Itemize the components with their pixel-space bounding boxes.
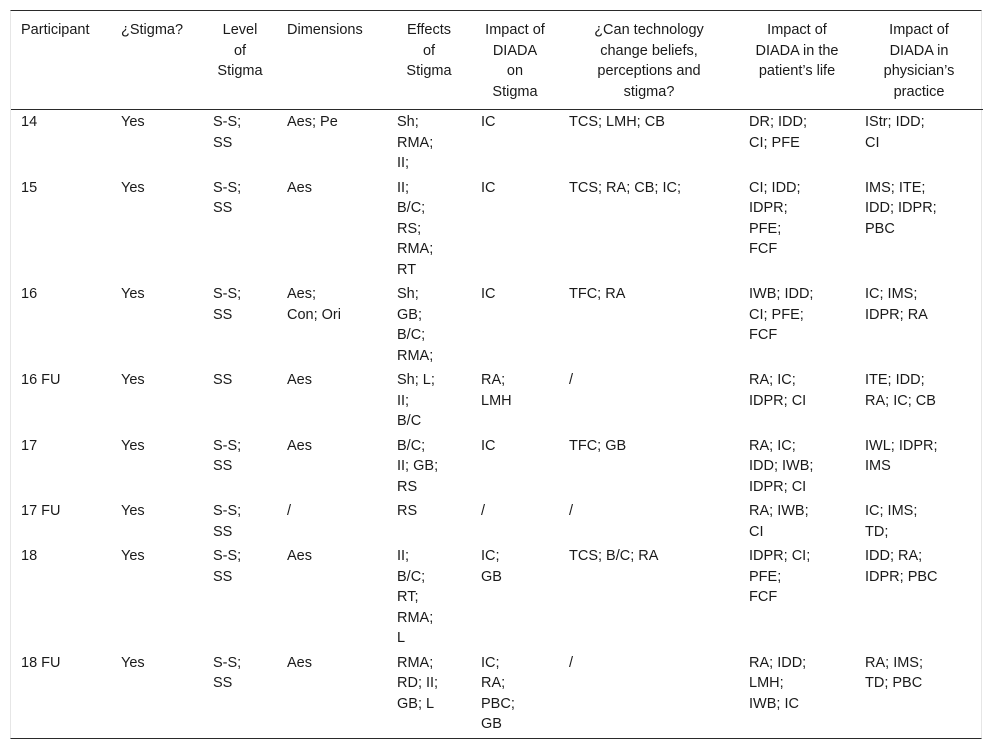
cell-line: IDPR; [749,200,788,216]
cell-line: FCF [749,327,778,343]
cell-dimensions [277,110,387,176]
header-line: DIADA in the [755,42,839,59]
cell-participant [11,651,111,737]
table-row [11,282,983,368]
cell-line: IStr; IDD; [865,114,925,130]
cell-line: II; GB; [397,458,439,474]
cell-line: IC; IMS; [865,286,918,302]
cell-line: 16 [21,286,38,302]
cell-stigma [111,176,203,283]
header-line: change beliefs, [600,42,698,59]
cell-dimensions [277,176,387,283]
header-line: DIADA [492,42,538,59]
cell-impact-physician-practice [855,499,983,544]
cell-impact-physician-practice [855,544,983,651]
cell-impact-physician-practice [855,282,983,368]
cell-impact-patient-life [739,499,855,544]
cell-line: IWB; IDD; [749,286,814,302]
cell-line: IDPR; PBC [865,568,938,585]
table-row [11,176,983,283]
cell-impact-patient-life [739,651,855,737]
cell-line: Yes [121,548,145,564]
cell-line: II; [397,155,410,171]
cell-line: TCS; RA; CB; IC; [569,179,681,196]
cell-line: RT; [397,589,419,605]
cell-line: IDPR; CI [749,478,807,495]
header-line: Impact of [889,22,949,38]
cell-impact-patient-life [739,544,855,651]
cell-line: 14 [21,114,38,130]
cell-level-of-stigma [203,434,277,500]
cell-line: RA; IWB; [749,503,809,519]
cell-line: SS [213,675,233,691]
cell-line: LMH [481,392,512,409]
cell-effects-of-stigma [387,176,471,283]
header-row [11,11,983,110]
cell-line: / [287,503,292,519]
cell-line: TCS; LMH; CB [569,114,665,130]
cell-line: RMA; [397,134,434,151]
cell-can-technology-change [559,368,739,434]
cell-line: B/C; [397,327,426,343]
cell-effects-of-stigma [387,651,471,737]
cell-line: PFE; [749,220,782,237]
header-stigma [111,11,203,110]
header-line: on [506,63,524,79]
header-line: Stigma [406,63,452,79]
cell-line: RMA; [397,609,434,626]
cell-line: / [481,503,486,519]
cell-line: CI; IDD; [749,179,801,196]
cell-stigma [111,282,203,368]
cell-line: GB; L [397,695,435,712]
cell-stigma [111,434,203,500]
header-line: Dimensions [287,22,363,38]
cell-line: IC; [481,654,500,671]
cell-line: RS [397,503,418,519]
cell-line: Yes [121,372,145,388]
cell-impact-patient-life [739,110,855,176]
cell-line: / [569,654,574,671]
cell-line: CI [865,134,880,151]
cell-line: S-S; [213,503,242,519]
header-line: Impact of [485,22,545,38]
cell-can-technology-change [559,651,739,737]
table-row [11,544,983,651]
cell-line: 17 [21,437,38,454]
cell-impact-physician-practice [855,434,983,500]
cell-level-of-stigma [203,176,277,283]
cell-can-technology-change [559,110,739,176]
cell-line: CI; PFE; [749,306,804,323]
cell-line: CI [749,523,764,540]
results-table [11,11,983,737]
cell-line: LMH; [749,675,784,691]
cell-impact-patient-life [739,368,855,434]
cell-line: L [397,630,406,646]
cell-level-of-stigma [203,110,277,176]
cell-line: B/C [397,413,422,429]
cell-level-of-stigma [203,499,277,544]
cell-line: Sh; [397,286,419,302]
cell-participant [11,434,111,500]
cell-line: RT [397,261,417,278]
cell-line: RA; IC; CB [865,392,936,409]
cell-line: S-S; [213,654,242,671]
cell-line: IC [481,179,496,196]
cell-effects-of-stigma [387,544,471,651]
cell-line: Yes [121,114,145,130]
cell-impact-physician-practice [855,651,983,737]
cell-impact-on-stigma [471,110,559,176]
header-line: stigma? [623,83,675,100]
cell-line: Aes [287,548,312,564]
cell-line: RMA; [397,347,434,364]
cell-effects-of-stigma [387,110,471,176]
cell-stigma [111,499,203,544]
cell-impact-on-stigma [471,544,559,651]
cell-line: / [569,372,574,388]
header-line: of [422,42,436,59]
header-level-of-stigma [203,11,277,110]
cell-line: Yes [121,286,145,302]
header-line: of [233,42,247,59]
cell-line: IMS; ITE; [865,179,926,196]
header-line: Impact of [767,22,827,38]
cell-line: S-S; [213,548,242,564]
cell-impact-on-stigma [471,499,559,544]
cell-line: Aes [287,372,312,388]
cell-line: Aes [287,179,312,196]
cell-line: TFC; RA [569,286,626,302]
header-line: DIADA in [889,42,949,59]
cell-stigma [111,368,203,434]
cell-line: SS [213,523,233,540]
cell-line: RMA; [397,241,434,257]
cell-line: IDD; IWB; [749,458,814,474]
header-line: Stigma [492,83,538,100]
cell-line: FCF [749,241,778,257]
cell-line: FCF [749,589,778,605]
cell-line: IDPR; CI; [749,548,811,564]
table-row [11,110,983,176]
cell-line: RA; [481,675,506,691]
header-line: practice [893,83,945,100]
cell-line: Yes [121,654,145,671]
cell-dimensions [277,544,387,651]
cell-line: TCS; B/C; RA [569,548,659,564]
cell-line: 15 [21,179,38,196]
cell-line: GB [481,568,502,585]
cell-line: S-S; [213,179,242,196]
cell-line: PBC; [481,695,515,712]
header-line: patient’s life [758,63,836,79]
cell-line: Aes; Pe [287,114,338,130]
cell-impact-physician-practice [855,176,983,283]
cell-can-technology-change [559,434,739,500]
cell-participant [11,544,111,651]
cell-line: CI; PFE [749,134,800,151]
cell-line: Sh; [397,114,419,130]
cell-stigma [111,651,203,737]
cell-dimensions [277,368,387,434]
cell-line: RA; IC; [749,372,796,388]
cell-line: IMS [865,458,891,474]
cell-participant [11,368,111,434]
cell-effects-of-stigma [387,499,471,544]
cell-impact-on-stigma [471,434,559,500]
cell-line: B/C; [397,200,426,216]
cell-line: IC [481,437,496,454]
header-line: perceptions and [597,63,701,79]
header-impact-patient-life [739,11,855,110]
cell-line: 17 FU [21,503,61,519]
cell-line: SS [213,134,233,151]
cell-line: IWL; IDPR; [865,437,938,454]
cell-line: RS; [397,220,422,237]
cell-level-of-stigma [203,282,277,368]
cell-line: II; [397,179,410,196]
cell-line: S-S; [213,286,242,302]
cell-line: Yes [121,503,145,519]
header-line: physician’s [883,63,955,79]
cell-can-technology-change [559,176,739,283]
cell-line: Aes [287,437,312,454]
cell-impact-on-stigma [471,176,559,283]
cell-line: SS [213,306,233,323]
cell-line: IC; IMS; [865,503,918,519]
cell-line: IC [481,114,496,130]
cell-line: Aes [287,654,312,671]
cell-line: RMA; [397,654,434,671]
cell-line: IDD; RA; [865,548,923,564]
cell-stigma [111,110,203,176]
cell-impact-physician-practice [855,368,983,434]
header-dimensions [277,11,387,110]
cell-line: Yes [121,437,145,454]
cell-line: ITE; IDD; [865,372,925,388]
cell-line: Con; Ori [287,306,341,323]
cell-line: RA; IC; [749,437,796,454]
cell-level-of-stigma [203,651,277,737]
header-line: Level [222,22,258,38]
cell-line: B/C; [397,437,426,454]
cell-line: Aes; [287,286,317,302]
cell-participant [11,176,111,283]
cell-stigma [111,544,203,651]
cell-can-technology-change [559,282,739,368]
cell-line: IDPR; CI [749,392,807,409]
cell-line: RD; II; [397,675,439,691]
cell-participant [11,110,111,176]
cell-line: 18 [21,548,38,564]
cell-line: RA; IMS; [865,654,924,671]
cell-participant [11,282,111,368]
cell-line: IDPR; RA [865,306,928,323]
cell-line: RA; [481,372,506,388]
cell-level-of-stigma [203,368,277,434]
cell-effects-of-stigma [387,434,471,500]
cell-line: Sh; L; [397,372,435,388]
cell-impact-on-stigma [471,368,559,434]
header-line: Stigma [217,63,263,79]
table-header [11,11,983,110]
cell-dimensions [277,499,387,544]
table-row [11,368,983,434]
cell-line: IWB; IC [749,695,799,712]
cell-line: Yes [121,179,145,196]
header-can-technology-change [559,11,739,110]
cell-line: SS [213,200,233,216]
cell-line: 18 FU [21,654,61,671]
cell-line: TD; [865,523,889,540]
cell-impact-patient-life [739,282,855,368]
cell-line: SS [213,372,233,388]
cell-line: II; [397,392,410,409]
header-impact-on-stigma [471,11,559,110]
table-row [11,651,983,737]
cell-can-technology-change [559,544,739,651]
cell-can-technology-change [559,499,739,544]
cell-line: RS [397,478,418,495]
cell-impact-patient-life [739,176,855,283]
cell-effects-of-stigma [387,282,471,368]
header-effects-of-stigma [387,11,471,110]
cell-impact-physician-practice [855,110,983,176]
cell-impact-on-stigma [471,651,559,737]
cell-line: II; [397,548,410,564]
header-line: ¿Stigma? [121,22,184,38]
cell-line: GB; [397,306,422,323]
cell-level-of-stigma [203,544,277,651]
cell-line: RA; IDD; [749,654,807,671]
cell-line: SS [213,568,233,585]
cell-participant [11,499,111,544]
cell-line: IC; [481,548,500,564]
header-line: Participant [21,22,90,38]
cell-line: TD; PBC [865,675,923,691]
cell-dimensions [277,651,387,737]
results-table-frame [10,10,982,739]
cell-line: IC [481,286,496,302]
cell-dimensions [277,434,387,500]
header-impact-physician-practice [855,11,983,110]
cell-impact-on-stigma [471,282,559,368]
cell-line: B/C; [397,568,426,585]
cell-line: GB [481,716,502,732]
header-line: Effects [406,22,452,38]
cell-line: PFE; [749,568,782,585]
cell-line: SS [213,458,233,474]
cell-line: S-S; [213,437,242,454]
cell-line: IDD; IDPR; [865,200,937,216]
cell-impact-patient-life [739,434,855,500]
cell-line: PBC [865,220,895,237]
cell-dimensions [277,282,387,368]
cell-effects-of-stigma [387,368,471,434]
cell-line: S-S; [213,114,242,130]
cell-line: 16 FU [21,372,61,388]
header-participant [11,11,111,110]
table-row [11,434,983,500]
cell-line: TFC; GB [569,437,627,454]
header-line: ¿Can technology [594,22,704,38]
table-body [11,110,983,737]
table-row [11,499,983,544]
cell-line: DR; IDD; [749,114,807,130]
cell-line: / [569,503,574,519]
